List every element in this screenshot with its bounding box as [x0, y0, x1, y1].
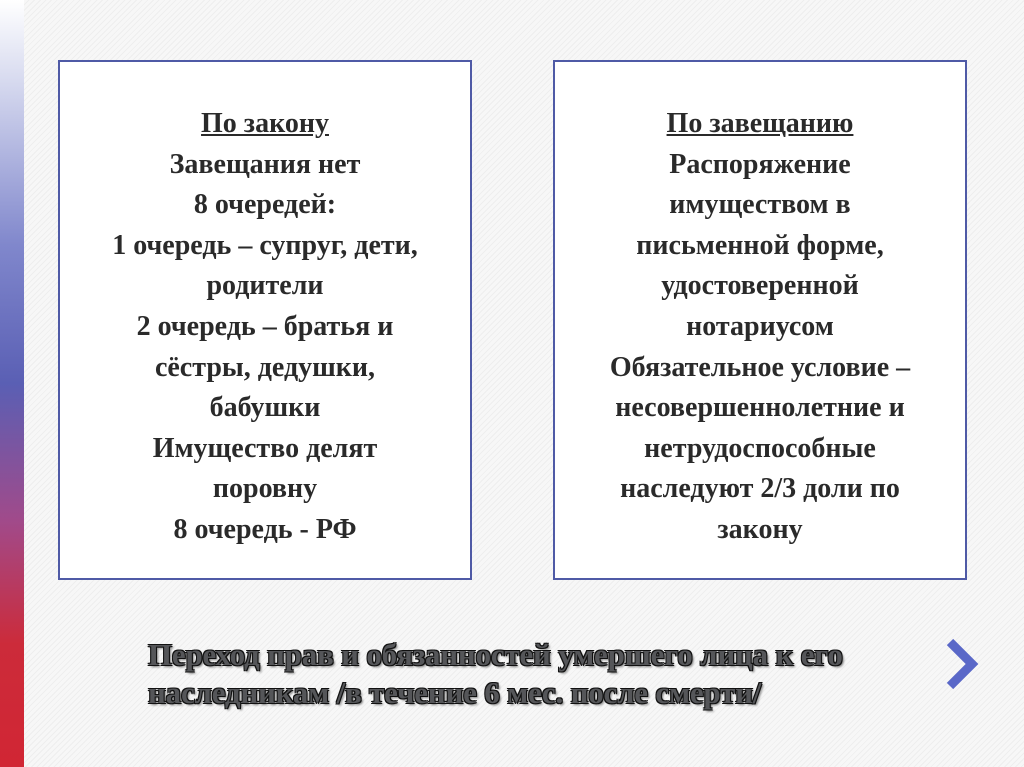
- by-law-content: [60, 62, 470, 551]
- by-will-title: По завещанию: [666, 108, 854, 139]
- by-law-line: поровну: [212, 473, 318, 505]
- by-will-line: письменной форме,: [636, 229, 884, 261]
- by-will-line: несовершеннолетние и: [615, 392, 905, 424]
- by-will-content: [555, 62, 965, 551]
- by-law-title: По закону: [201, 108, 329, 139]
- by-will-line: наследуют 2/3 доли по: [620, 473, 900, 505]
- by-will-line: нетрудоспособные: [644, 432, 876, 464]
- by-will-line: нотариусом: [686, 310, 834, 342]
- by-will-line: имуществом в: [669, 189, 851, 221]
- by-law-line: 8 очередей:: [193, 189, 337, 221]
- by-law-line: сёстры, дедушки,: [154, 351, 376, 383]
- by-law-line: Завещания нет: [169, 148, 361, 180]
- by-will-line: удостоверенной: [661, 270, 859, 302]
- by-will-line: Распоряжение: [669, 148, 851, 180]
- decorative-side-stripe: [0, 0, 24, 767]
- by-law-line: 1 очередь – супруг, дети,: [112, 229, 418, 261]
- slide-caption: [148, 636, 948, 712]
- by-law-line: Имущество делят: [152, 432, 378, 464]
- by-law-line: 2 очередь – братья и: [136, 310, 394, 342]
- caption-line-2: наследникам /в течение 6 мес. после смерти/: [148, 675, 762, 710]
- chevron-right-icon[interactable]: [944, 636, 980, 692]
- by-law-line: 8 очередь - РФ: [173, 513, 357, 545]
- by-will-line: Обязательное условие –: [609, 351, 911, 383]
- by-law-box: [58, 60, 472, 580]
- by-law-line: бабушки: [209, 392, 321, 424]
- by-law-line: родители: [206, 270, 324, 302]
- caption-line-1: Переход прав и обязанностей умершего лица к его: [148, 637, 843, 672]
- by-will-box: [553, 60, 967, 580]
- by-will-line: закону: [717, 513, 803, 545]
